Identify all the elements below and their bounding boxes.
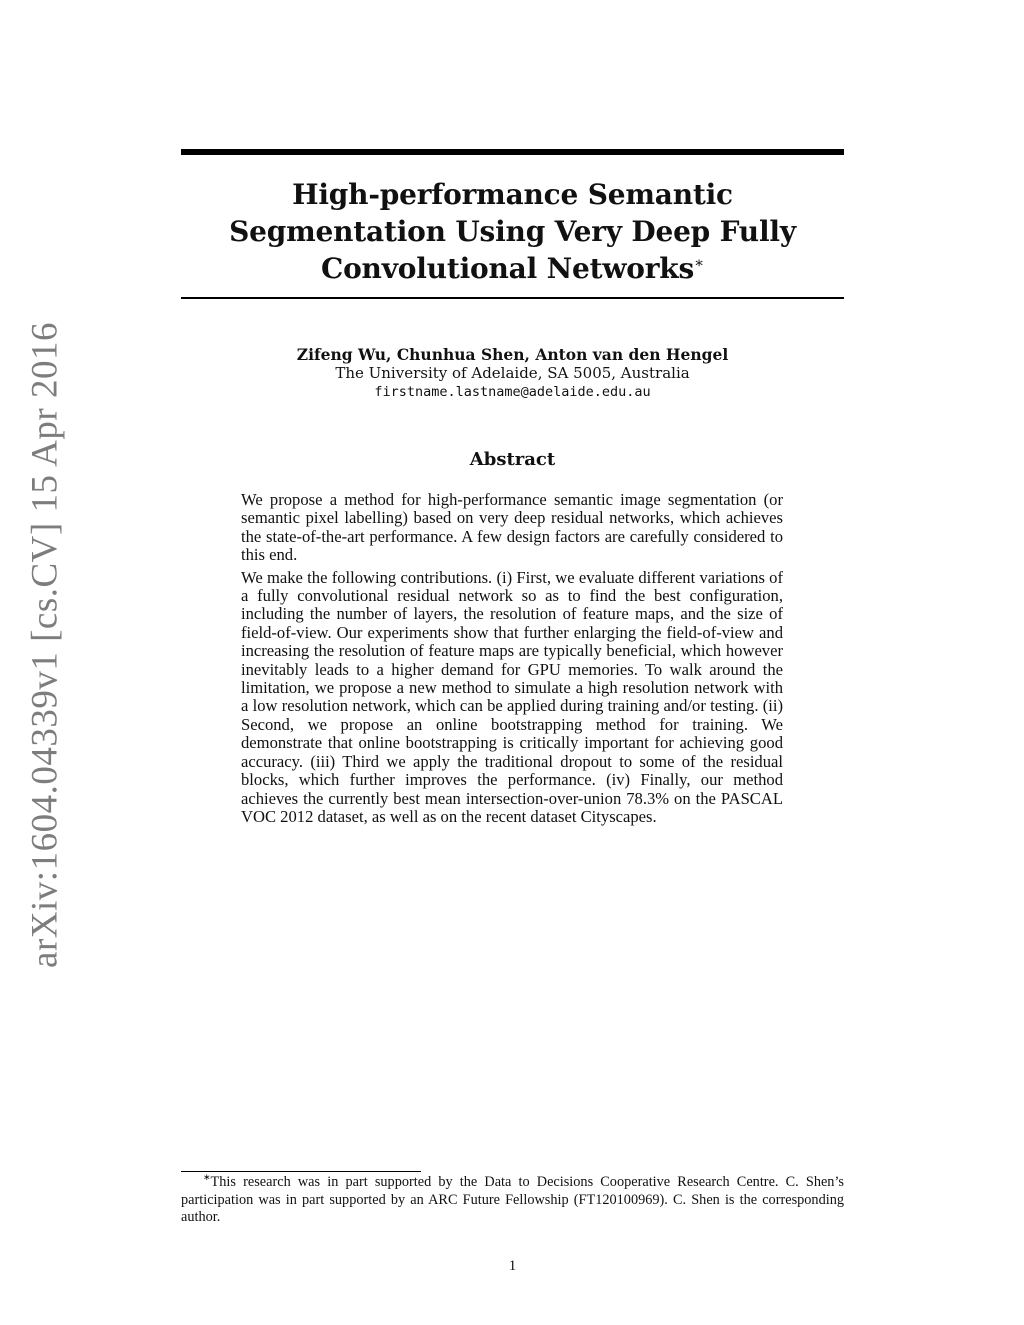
- title-bottom-rule: [181, 297, 844, 299]
- abstract-body: [241, 491, 783, 826]
- abstract-paragraph: We propose a method for high-performance semantic image segmentation (or semantic pixel labelling) based on very deep residual networks, which achieves the state-of-the-art performance. A few design factors are carefully considered to this end.: [241, 490, 783, 565]
- arxiv-identifier: arXiv:1604.04339v1 [cs.CV] 15 Apr 2016: [24, 322, 66, 968]
- author-list: Zifeng Wu, Chunhua Shen, Anton van den Hengel: [296, 345, 729, 364]
- author-email: firstname.lastname@adelaide.edu.au: [374, 384, 651, 400]
- paper-title: [181, 176, 844, 287]
- footnote-rule: [181, 1171, 421, 1172]
- author-affiliation: The University of Adelaide, SA 5005, Australia: [335, 364, 690, 382]
- title-footnote-mark: ∗: [694, 253, 705, 272]
- abstract-paragraph: We make the following contributions. (i) First, we evaluate different variations of a fully convolutional residual network so as to find the best configuration, including the number of layers, the resolution of feature maps, and the size of field-of-view. Our experiments show that further enlarging the field-of-view and increasing the resolution of feature maps are typically beneficial, which however inevitably leads to a higher demand for GPU memories. To walk around the limitation, we propose a new method to simulate a high resolution network with a low resolution network, which can be applied during training and/or testing. (ii) Second, we propose an online bootstrapping method for training. We demonstrate that online bootstrapping is critically important for achieving good accuracy. (iii) Third we apply the traditional dropout to some of the residual blocks, which further improves the performance. (iv) Finally, our method achieves the currently best mean intersection-over-union 78.3% on the PASCAL VOC 2012 dataset, as well as on the recent dataset Cityscapes.: [241, 567, 783, 826]
- paper-title-text: High-performance Semantic Segmentation Using Very Deep Fully Convolutional Networks: [229, 178, 796, 285]
- title-top-rule: [181, 149, 844, 155]
- footnote: [181, 1174, 844, 1227]
- footnote-text: This research was in part supported by the Data to Decisions Cooperative Research Centre. C. Shen’s participation was in part supported by an ARC Future Fellowship (FT120100969). C. Shen is the corresponding author.: [181, 1174, 844, 1225]
- page-number: 1: [508, 1258, 517, 1274]
- footnote-mark: ∗: [203, 1172, 211, 1183]
- abstract-heading: Abstract: [469, 449, 556, 470]
